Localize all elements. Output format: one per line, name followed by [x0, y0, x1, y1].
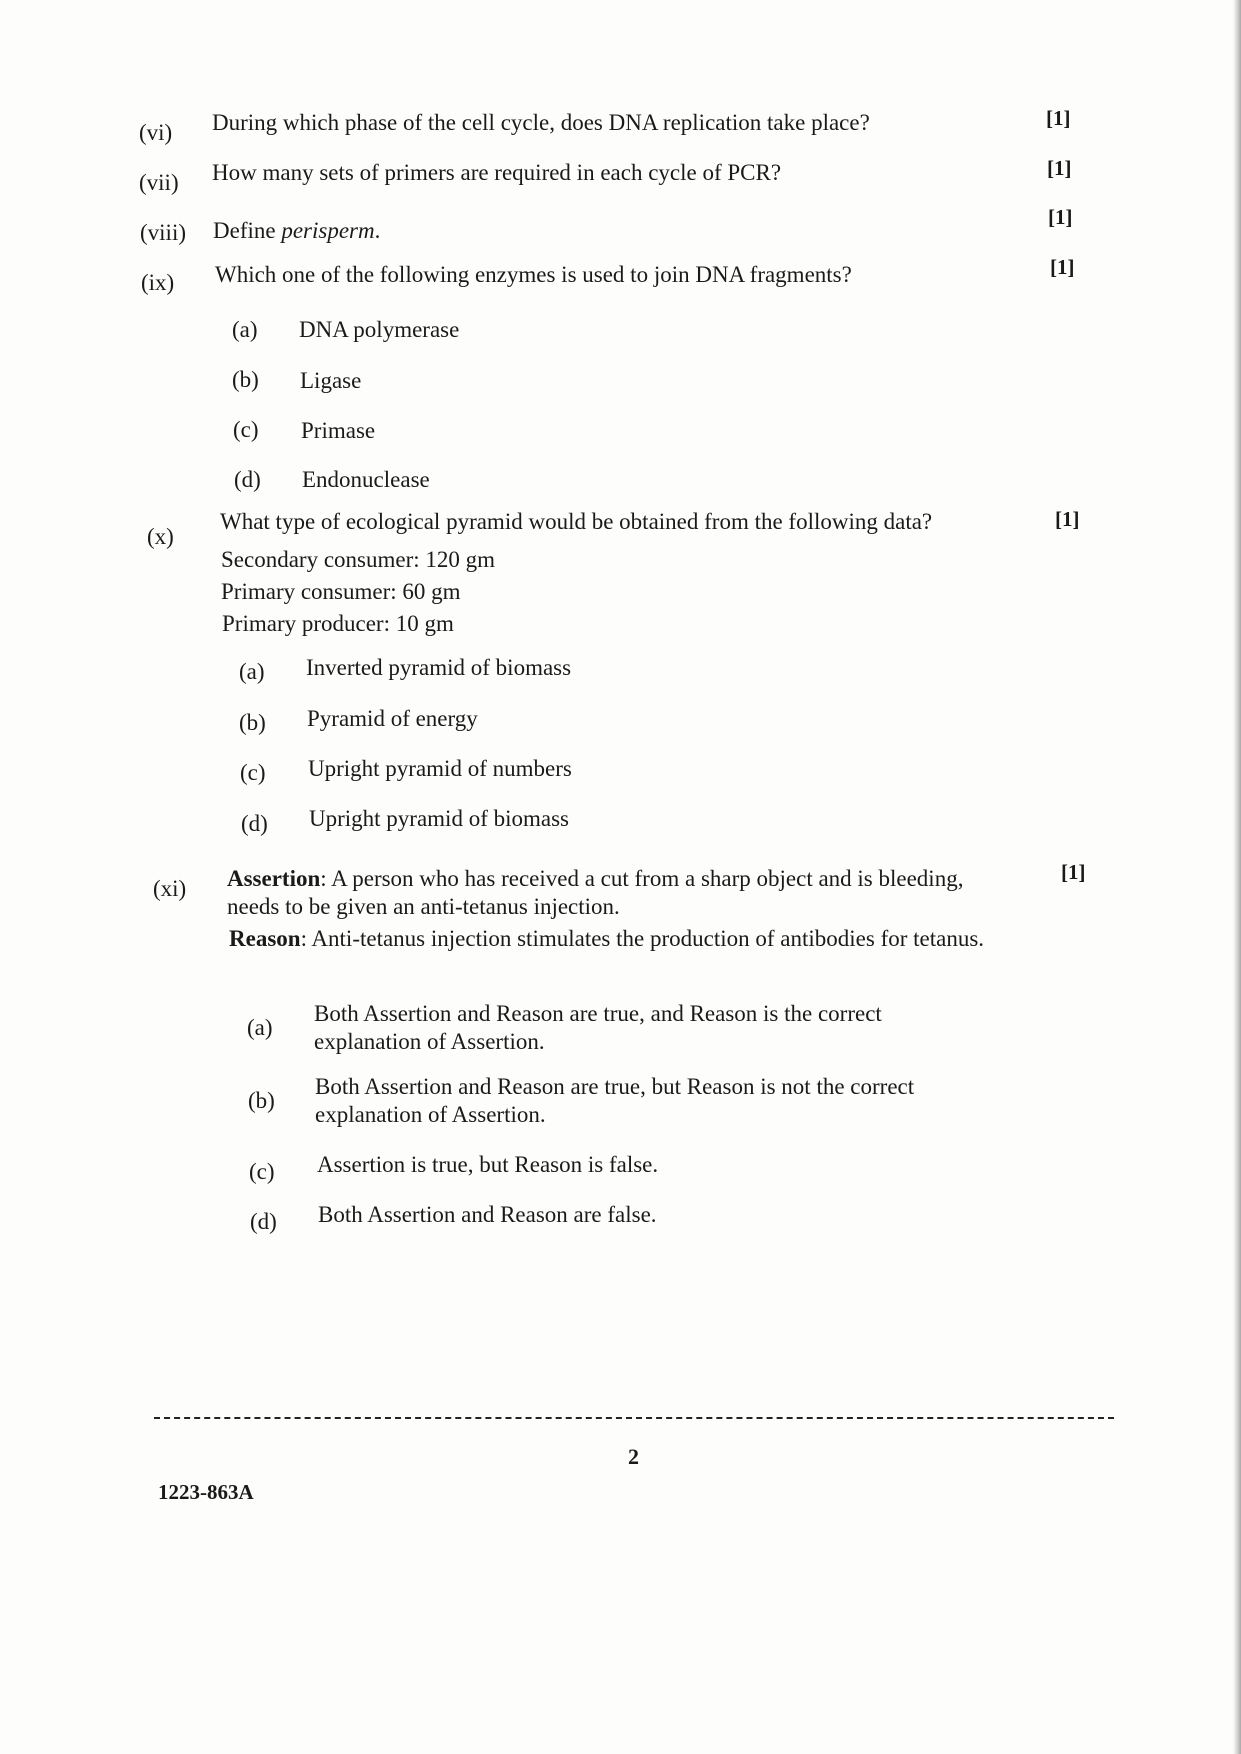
question-text: Which one of the following enzymes is used to join DNA fragments? — [215, 262, 852, 287]
option-text: Both Assertion and Reason are true, but Reason is not the correct explanation of Assertion. — [315, 1074, 915, 1127]
option-label: (d) — [241, 811, 268, 836]
option-text: Upright pyramid of biomass — [309, 806, 569, 831]
option-label: (c) — [240, 760, 266, 785]
question-marks: [1] — [1050, 255, 1075, 279]
question-number: (x) — [147, 524, 174, 549]
question-marks: [1] — [1046, 106, 1071, 130]
option-text: Endonuclease — [302, 467, 430, 492]
option-label: (a) — [247, 1015, 273, 1040]
option-label: (d) — [250, 1209, 277, 1234]
question-text: What type of ecological pyramid would be obtained from the following data? — [220, 509, 933, 534]
option-text: Primase — [301, 418, 376, 443]
option-label: (a) — [239, 659, 265, 684]
option-text: Pyramid of energy — [307, 706, 478, 731]
term-italic: perisperm — [281, 218, 375, 243]
scan-edge-shadow — [1233, 0, 1241, 1754]
page-number: 2 — [628, 1444, 639, 1469]
option-text: Both Assertion and Reason are false. — [318, 1202, 657, 1227]
question-number: (xi) — [153, 876, 187, 901]
reason-text: : Anti-tetanus injection stimulates the production of antibodies for tetanus. — [300, 926, 985, 951]
option-label: (b) — [248, 1088, 275, 1113]
question-marks: [1] — [1048, 205, 1073, 229]
question-marks: [1] — [1055, 507, 1080, 531]
question-number: (viii) — [140, 220, 186, 245]
assertion-paragraph — [227, 865, 1020, 921]
question-text: During which phase of the cell cycle, does DNA replication take place? — [212, 110, 870, 135]
option-label: (b) — [239, 710, 266, 735]
data-line: Secondary consumer: 120 gm — [221, 547, 496, 572]
paper-code: 1223-863A — [158, 1480, 254, 1504]
data-line: Primary producer: 10 gm — [222, 611, 454, 636]
question-number: (vii) — [139, 170, 179, 195]
data-line: Primary consumer: 60 gm — [221, 579, 461, 604]
question-text: Define perisperm. — [213, 218, 381, 243]
footer-divider — [154, 1417, 1114, 1419]
question-number: (ix) — [141, 270, 175, 295]
question-marks: [1] — [1047, 156, 1072, 180]
reason-label: Reason — [229, 926, 301, 951]
option-label: (b) — [232, 367, 259, 392]
reason-paragraph — [229, 925, 1020, 953]
option-label: (d) — [234, 467, 261, 492]
assertion-label: Assertion — [227, 866, 321, 891]
option-text: Assertion is true, but Reason is false. — [317, 1152, 659, 1177]
question-marks: [1] — [1061, 860, 1086, 884]
option-text: DNA polymerase — [299, 317, 460, 342]
question-number: (vi) — [139, 120, 173, 145]
option-text: Both Assertion and Reason are true, and Reason is the correct explanation of Assertion. — [314, 1001, 882, 1054]
option-label: (a) — [232, 317, 258, 342]
question-text: How many sets of primers are required in each cycle of PCR? — [212, 160, 782, 185]
option-label: (c) — [249, 1159, 275, 1184]
assertion-text: : A person who has received a cut from a sharp object and is bleeding, needs to be given an anti-tetanus injection. — [227, 866, 964, 919]
option-label: (c) — [233, 417, 259, 442]
option-text: Inverted pyramid of biomass — [306, 655, 572, 680]
option-text: Ligase — [300, 368, 362, 393]
option-text: Upright pyramid of numbers — [308, 756, 572, 781]
